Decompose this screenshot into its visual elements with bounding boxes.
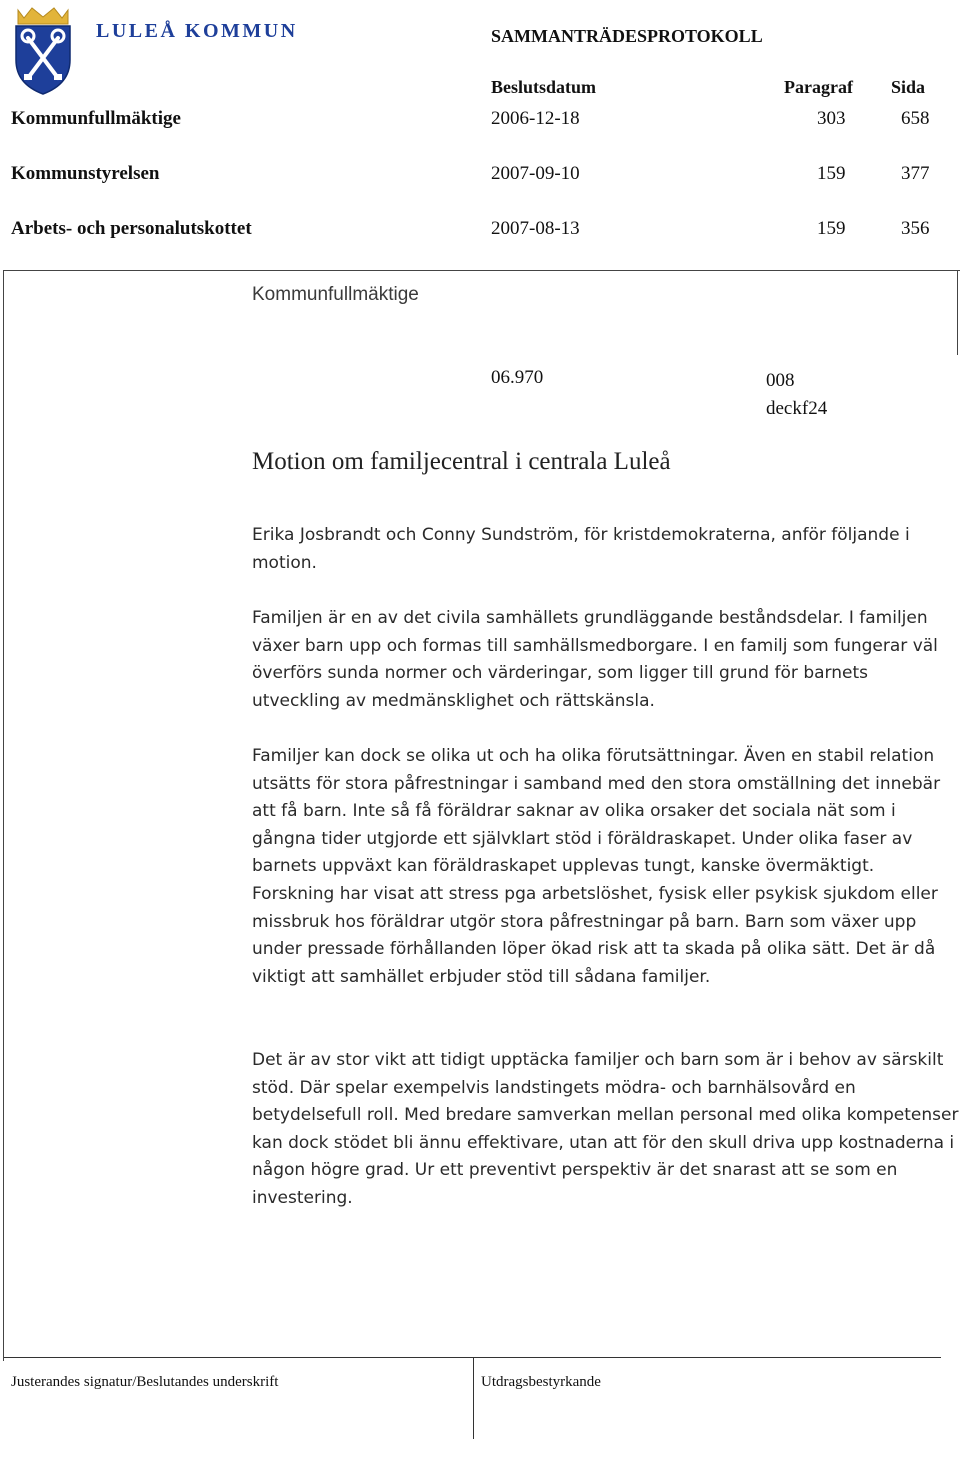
meta-page: 377 <box>901 163 930 184</box>
document-type: SAMMANTRÄDESPROTOKOLL <box>491 26 763 46</box>
meta-paragraph: 159 <box>817 163 846 184</box>
reference-number: 06.970 <box>491 367 544 388</box>
reference-code-line: 008 <box>766 370 795 391</box>
paragraph: Familjer kan dock se olika ut och ha olika förutsättningar. Även en stabil relation utsätts för stora påfrestningar i samband med den stora omställning det innebär att få barn. Inte så få föräldrar saknar av olika orsaker det sociala nät som i gångna tider utgjorde ett självklart stöd i föräldraskapet. Under olika faser av barnets uppväxt kan föräldraskapet upplevas tungt, kanske övermäktigt. Forskning har visat att stress pga arbetslöshet, fysisk eller psykisk sjukdom eller missbruk hos föräldrar utgör stora påfrestningar på barn. Barn som växer upp under pressade förhållanden löper ökad risk att ta skada på olika sätt. Det är då viktigt att samhället erbjuder stöd till sådana familjer. <box>252 746 941 987</box>
column-header-page: Sida <box>891 77 926 97</box>
meta-page: 658 <box>901 108 930 129</box>
meta-page: 356 <box>901 218 930 239</box>
org-name: LULEÅ KOMMUN <box>96 20 298 42</box>
reference-code <box>766 367 827 423</box>
meta-body: Kommunstyrelsen <box>11 163 160 184</box>
meta-date: 2007-09-10 <box>491 163 580 184</box>
lulea-crest-keys-icon <box>10 4 76 96</box>
meta-paragraph: 159 <box>817 218 846 239</box>
paragraph: Erika Josbrandt och Conny Sundström, för kristdemokraterna, anför följande i motion. <box>252 525 910 573</box>
recipient: Kommunfullmäktige <box>252 284 419 305</box>
motion-title: Motion om familjecentral i centrala Luleå <box>252 448 671 475</box>
signature-label: Justerandes signatur/Beslutandes underskrift <box>11 1374 279 1390</box>
meta-body: Kommunfullmäktige <box>11 108 181 129</box>
footer-column-divider <box>473 1357 474 1439</box>
paragraph: Det är av stor vikt att tidigt upptäcka familjer och barn som är i behov av särskilt stöd. Där spelar exempelvis landstingets mödra- och barnhälsovård en betydelsefull roll. Med bredare samverkan mellan personal med olika kompetenser kan dock stödet bli ännu effektivare, utan att för den skull driva upp kostnaderna i någon högre grad. Ur ett preventivt perspektiv är det snarast att se som en investering. <box>252 1050 959 1208</box>
meta-date: 2006-12-18 <box>491 108 580 129</box>
meta-paragraph: 303 <box>817 108 846 129</box>
meta-body: Arbets- och personalutskottet <box>11 218 252 239</box>
column-header-paragraph: Paragraf <box>784 77 853 97</box>
frame-divider <box>957 270 958 355</box>
meta-date: 2007-08-13 <box>491 218 580 239</box>
extract-certification-label: Utdragsbestyrkande <box>481 1374 601 1390</box>
reference-code-line: deckf24 <box>766 398 828 419</box>
paragraph: Familjen är en av det civila samhällets grundläggande beståndsdelar. I familjen växer barn upp och formas till samhällsmedborgare. I en familj som fungerar väl överförs sunda normer och värderingar, som ligger till grund för barnets utveckling av medmänsklighet och rättskänsla. <box>252 608 938 711</box>
column-header-date: Beslutsdatum <box>491 77 597 97</box>
